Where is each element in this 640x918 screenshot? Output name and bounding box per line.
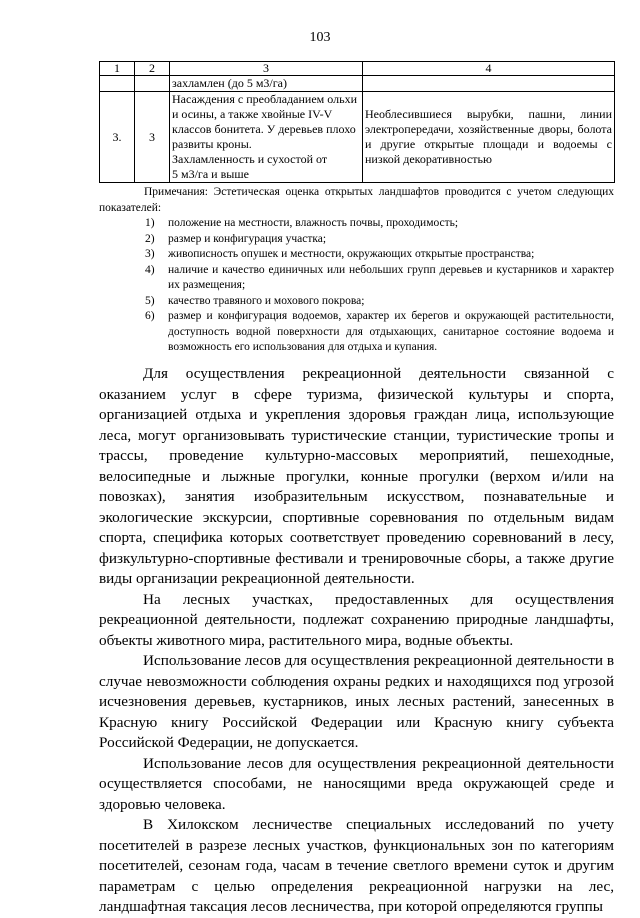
list-item-text: положение на местности, влажность почвы, проходимость;	[168, 217, 459, 229]
list-item-number: 2)	[145, 232, 155, 245]
stands-description: Насаждения с преобладанием ольхи и осины, а также хвойные IV-V классов бонитета. У деревьев плохо развиты кроны.	[172, 92, 357, 151]
list-item-text: качество травяного и мохового покрова;	[168, 294, 365, 307]
table-cell	[363, 76, 615, 92]
table-cell-open-areas: Необлесившиеся вырубки, пашни, линии электропередачи, хозяйственные дворы, болота и другие открытые площади и водоемы с низкой декоративностью	[363, 92, 615, 183]
table-cell-stands	[170, 92, 363, 183]
notes-list	[99, 216, 614, 356]
list-item	[99, 216, 614, 232]
list-item	[99, 232, 614, 248]
table-header-cell: 3	[170, 62, 363, 76]
list-item-number: 3)	[145, 248, 155, 260]
paragraph: На лесных участках, предоставленных для осуществления рекреационной деятельности, подлежат сохранению природные ландшафты, объекты животного мира, растительного мира, водные объекты.	[99, 590, 614, 649]
notes-intro: Примечания: Эстетическая оценка открытых ландшафтов проводится с учетом следующих показателей:	[99, 186, 614, 214]
litter-amount: 5 м3/га и выше	[172, 167, 249, 181]
paragraph: Для осуществления рекреационной деятельности связанной с оказанием услуг в сфере туризма, физической культуры и спорта, организацией отдыха и укрепления здоровья граждан лица, использующие леса, могут организовывать туристические станции, туристические тропы и трассы, проведение культурно-массовых мероприятий, пешеходные, велосипедные и лыжные прогулки, конные прогулки (верхом и/или на повозках), занятия изобразительным искусством, познавательные и экологические экскурсии, спортивные соревнования по отдельным видам спорта, специфика которых соответствует проведению соревнований в лесу, физкультурно-спортивные фестивали и тренировочные сборы, а также другие виды организации рекреационной деятельности.	[99, 365, 614, 587]
paragraph: В Хилокском лесничестве специальных исследований по учету посетителей в разрезе лесных участков, функциональных зон по категориям посетителей, сезонам года, часам в течение светлого времени суток и другим параметрам с целью определения рекреационной нагрузки на лес, ландшафтная таксация лесов лесничества, при которой определяются группы	[99, 816, 614, 915]
list-item-number: 1)	[145, 217, 155, 229]
notes-block	[99, 185, 614, 356]
table-header-cell: 2	[135, 62, 170, 76]
list-item	[99, 309, 614, 356]
table-cell-number: 3.	[100, 92, 135, 183]
paragraph: Использование лесов для осуществления рекреационной деятельности осуществляется способами, не наносящими вреда окружающей среде и здоровью человека.	[99, 754, 614, 813]
list-item	[99, 263, 614, 294]
list-item	[99, 247, 614, 263]
list-item-number: 4)	[145, 263, 155, 276]
list-item-text: наличие и качество единичных или небольших групп деревьев и кустарников и характер их размещения;	[168, 263, 614, 291]
body-text	[99, 364, 614, 918]
table-cell	[100, 76, 135, 92]
table-header-cell: 4	[363, 62, 615, 76]
table-cell-class: 3	[135, 92, 170, 183]
table-header-cell: 1	[100, 62, 135, 76]
list-item	[99, 294, 614, 310]
page-number: 103	[309, 30, 331, 45]
list-item-text: размер и конфигурация водоемов, характер их берегов и окружающей растительности, доступность водной поверхности для отдыхающих, санитарное состояние водоема и возможность его использования для отдыха и купания.	[168, 310, 614, 353]
table-cell	[135, 76, 170, 92]
paragraph: Использование лесов для осуществления рекреационной деятельности в случае невозможности соблюдения охраны редких и находящихся под угрозой исчезновения деревьев, кустарников, иных лесных растений, занесенных в Красную книгу Российской Федерации или Красную книгу субъекта Российской Федерации, не допускается.	[99, 652, 614, 751]
list-item-number: 5)	[145, 294, 155, 307]
list-item-text: размер и конфигурация участка;	[168, 232, 327, 245]
landscape-table	[99, 61, 615, 183]
table-row	[100, 76, 615, 92]
table-cell-carryover: захламлен (до 5 м3/га)	[170, 76, 363, 92]
table-header-row	[100, 62, 615, 76]
table-row	[100, 92, 615, 183]
list-item-text: живописность опушек и местности, окружающих открытые пространства;	[168, 248, 535, 260]
litter-description: Захламленность и сухостой от	[172, 152, 328, 166]
list-item-number: 6)	[145, 310, 155, 322]
